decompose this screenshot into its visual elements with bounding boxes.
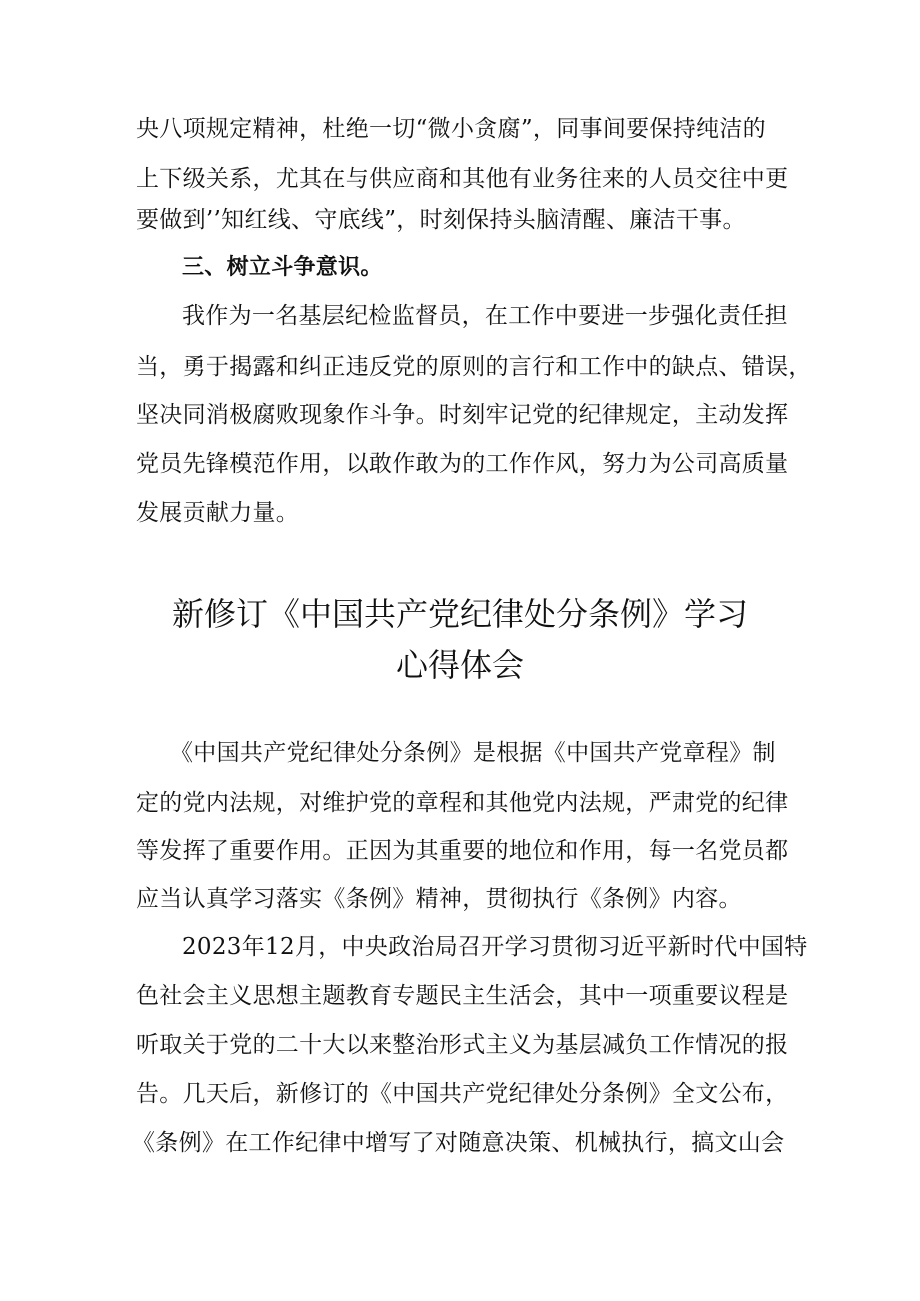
body-text-line: 党员先锋模范作用，以敢作敢为的工作作风，努力为公司高质量 (136, 451, 789, 477)
body-text-line: 我作为一名基层纪检监督员，在工作中要进一步强化责任担 (182, 303, 788, 329)
body-text-line: 听取关于党的二十大以来整治形式主义为基层减负工作情况的报 (136, 1032, 789, 1058)
body-text-line: 上下级关系，尤其在与供应商和其他有业务往来的人员交往中更 (136, 166, 789, 192)
body-text-line: 《条例》在工作纪律中增写了对随意决策、机械执行，搞文山会 (132, 1130, 785, 1156)
body-text-line: 发展贡献力量。 (136, 500, 300, 526)
article-title-line: 心得体会 (395, 646, 524, 684)
article-title-line: 新修订《中国共产党纪律处分条例》学习 (171, 595, 748, 633)
body-text-line: 告。几天后，新修订的《中国共产党纪律处分条例》全文公布， (136, 1081, 789, 1107)
body-text-line: 央八项规定精神，杜绝一切“微小贪腐”，同事间要保持纯洁的 (136, 116, 766, 142)
body-text-line: 2023年12月，中央政治局召开学习贯彻习近平新时代中国特 (182, 934, 808, 960)
body-text-line: 应当认真学习落实《条例》精神，贯彻执行《条例》内容。 (136, 886, 742, 912)
body-text-line: 定的党内法规，对维护党的章程和其他党内法规，严肃党的纪律 (136, 790, 789, 816)
body-text-line: 坚决同消极腐败现象作斗争。时刻牢记党的纪律规定，主动发挥 (136, 402, 789, 428)
body-text-line: 要做到’’知红线、守底线”，时刻保持头脑清醒、廉洁干事。 (136, 207, 746, 233)
section-heading: 三、树立斗争意识。 (182, 255, 383, 280)
body-text-line: 色社会主义思想主题教育专题民主生活会，其中一项重要议程是 (136, 983, 789, 1009)
body-text-line: 当，勇于揭露和纠正违反党的原则的言行和工作中的缺点、错误， (136, 354, 812, 380)
body-text-line: 等发挥了重要作用。正因为其重要的地位和作用，每一名党员都 (136, 838, 789, 864)
body-text-line: 《中国共产党纪律处分条例》是根据《中国共产党章程》制 (170, 740, 776, 766)
